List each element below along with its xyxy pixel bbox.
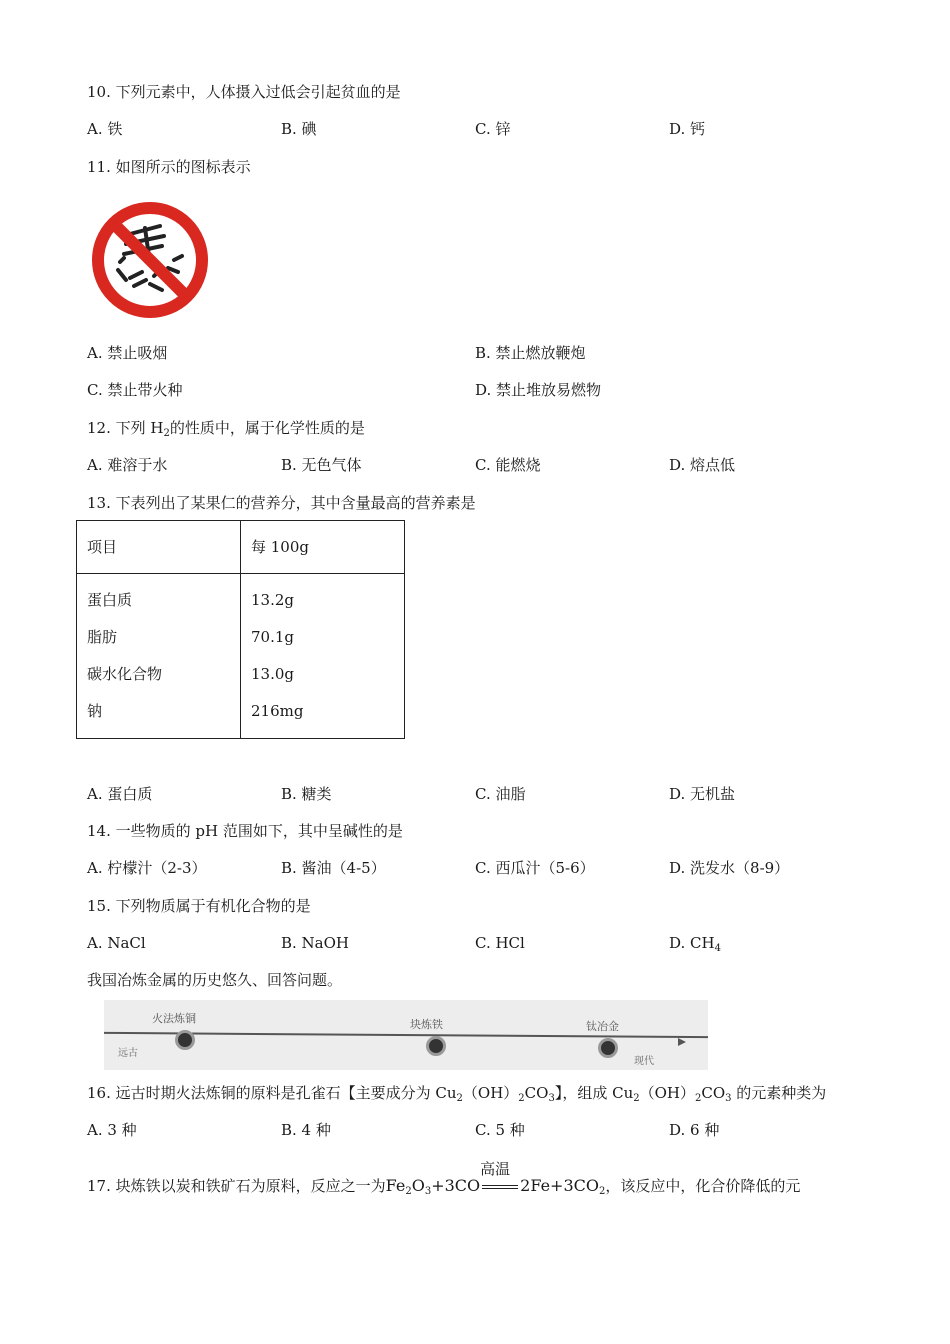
timeline-label: 火法炼铜 — [152, 1012, 196, 1025]
q13-option-c[interactable]: C. 油脂 — [475, 785, 526, 803]
timeline-dot — [175, 1030, 195, 1050]
q12-option-b[interactable]: B. 无色气体 — [281, 456, 362, 474]
table-cell: 蛋白质 — [87, 591, 133, 609]
q11-option-a[interactable]: A. 禁止吸烟 — [87, 344, 168, 362]
table-cell-values — [241, 574, 405, 739]
table-body-row — [77, 574, 405, 739]
q14-stem: 14. 一些物质的 pH 范围如下，其中呈碱性的是 — [87, 822, 403, 840]
q10-option-b[interactable]: B. 碘 — [281, 120, 317, 138]
q12-option-c[interactable]: C. 能燃烧 — [475, 456, 541, 474]
no-fireworks-sign-icon — [90, 200, 210, 320]
table-cell: 钠 — [87, 702, 103, 720]
q10-stem: 10. 下列元素中，人体摄入过低会引起贫血的是 — [87, 83, 401, 101]
q10-option-d[interactable]: D. 钙 — [669, 120, 706, 138]
table-cell: 脂肪 — [87, 628, 118, 646]
timeline-end: 现代 — [634, 1056, 654, 1067]
q15-option-d[interactable]: D. $CH_4$ — [669, 934, 721, 954]
q15-option-a[interactable]: A. NaCl — [87, 934, 146, 952]
arrow-right-icon — [678, 1038, 686, 1046]
q15-stem: 15. 下列物质属于有机化合物的是 — [87, 897, 311, 915]
reaction-arrow — [480, 1159, 520, 1197]
q14-option-a[interactable]: A. 柠檬汁（2-3） — [87, 859, 207, 877]
timeline-label: 块炼铁 — [410, 1018, 443, 1031]
q13-option-d[interactable]: D. 无机盐 — [669, 785, 736, 803]
table-cell-items — [77, 574, 241, 739]
table-cell: 216mg — [251, 702, 304, 720]
timeline-label: 钛冶金 — [586, 1020, 619, 1033]
q12-option-d[interactable]: D. 熔点低 — [669, 456, 736, 474]
q15-option-c[interactable]: C. HCl — [475, 934, 525, 952]
q14-option-b[interactable]: B. 酱油（4-5） — [281, 859, 386, 877]
table-cell: 碳水化合物 — [87, 665, 163, 683]
table-cell: 13.0g — [251, 665, 295, 683]
timeline-dot — [598, 1038, 618, 1058]
table-header-cell: 项目 — [77, 521, 241, 574]
q15-option-b[interactable]: B. NaOH — [281, 934, 350, 952]
q16-option-c[interactable]: C. 5 种 — [475, 1121, 525, 1139]
metallurgy-timeline-image — [104, 1000, 708, 1070]
section-intro: 我国冶炼金属的历史悠久、回答问题。 — [87, 971, 343, 989]
q13-option-a[interactable]: A. 蛋白质 — [87, 785, 153, 803]
reaction-condition: 高温 — [480, 1159, 511, 1178]
q11-option-c[interactable]: C. 禁止带火种 — [87, 381, 183, 399]
q10-option-c[interactable]: C. 锌 — [475, 120, 511, 138]
double-line-icon — [482, 1185, 518, 1189]
timeline-dot — [426, 1036, 446, 1056]
table-header-row — [77, 521, 405, 574]
q11-stem: 11. 如图所示的图标表示 — [87, 158, 251, 176]
q17-stem: 17. 块炼铁以炭和铁矿石为原料，反应之一为$Fe_2O_3+3CO$ 高温 $2Fe+3CO_2$，该反应中，化合价降低的元 — [87, 1159, 801, 1197]
q12-option-a[interactable]: A. 难溶于水 — [87, 456, 168, 474]
table-header-cell: 每 100g — [241, 521, 405, 574]
q11-option-d[interactable]: D. 禁止堆放易燃物 — [475, 381, 602, 399]
table-cell: 70.1g — [251, 628, 295, 646]
q10-option-a[interactable]: A. 铁 — [87, 120, 123, 138]
q16-option-b[interactable]: B. 4 种 — [281, 1121, 331, 1139]
q13-stem: 13. 下表列出了某果仁的营养分，其中含量最高的营养素是 — [87, 494, 476, 512]
q13-option-b[interactable]: B. 糖类 — [281, 785, 332, 803]
table-cell: 13.2g — [251, 591, 295, 609]
q12-stem: 12. 下列 $H_2$的性质中，属于化学性质的是 — [87, 419, 365, 439]
timeline-start: 远古 — [118, 1048, 138, 1059]
q14-option-c[interactable]: C. 西瓜汁（5-6） — [475, 859, 595, 877]
q16-stem: 16. 远古时期火法炼铜的原料是孔雀石【主要成分为 $Cu_2(OH)_2CO_3$】，组成 $Cu_2(OH)_2CO_3$ 的元素种类为 — [87, 1084, 827, 1104]
q16-option-d[interactable]: D. 6 种 — [669, 1121, 720, 1139]
nutrition-table — [76, 520, 405, 739]
q16-option-a[interactable]: A. 3 种 — [87, 1121, 137, 1139]
q14-option-d[interactable]: D. 洗发水（8-9） — [669, 859, 790, 877]
q11-option-b[interactable]: B. 禁止燃放鞭炮 — [475, 344, 586, 362]
